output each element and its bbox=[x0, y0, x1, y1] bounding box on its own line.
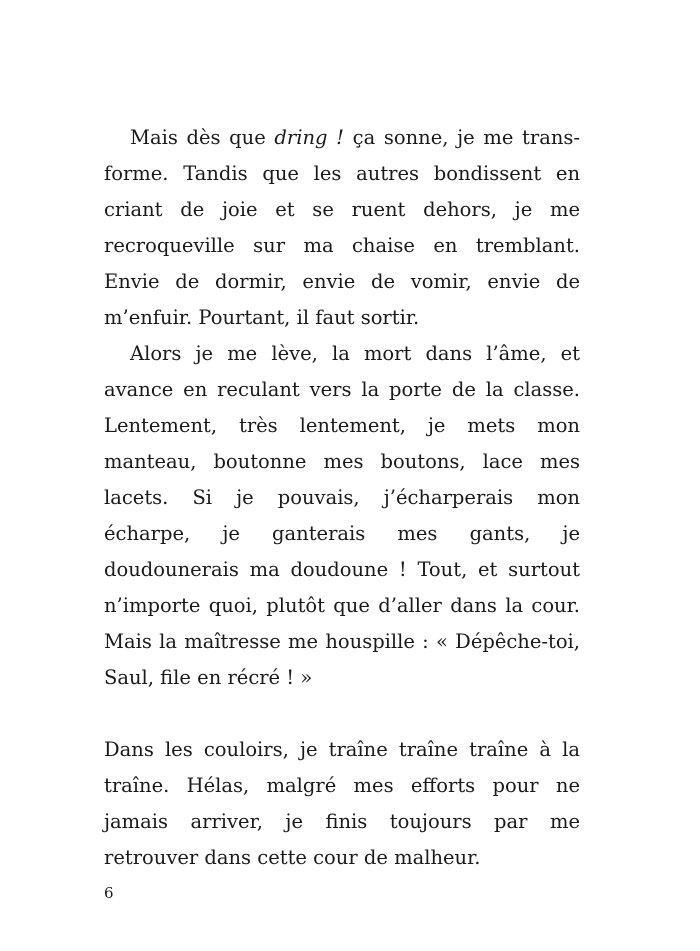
paragraph-3: Dans les couloirs, je traîne traîne traîne à la traîne. Hélas, malgré mes efforts pour ne jamais arriver, je finis toujours par me retrouver dans cette cour de malheur. bbox=[104, 738, 580, 869]
page-number: 6 bbox=[104, 884, 114, 902]
paragraph-2: Alors je me lève, la mort dans l’âme, et avance en reculant vers la porte de la classe. Lentement, très lentement, je mets mon manteau, boutonne mes boutons, lace mes lacets. Si je pouvais, j’écharperais mon écharpe, je ganterais mes gants, je doudounerais ma doudoune ! Tout, et surtout n’importe quoi, plutôt que d’aller dans la cour. Mais la maîtresse me houspille : « Dépêche-toi, Saul, file en récré ! » bbox=[104, 342, 580, 689]
paragraph-1-rest: ça sonne, je me transforme. Tandis que les autres bondissent en criant de joie et se ruent dehors, je me recroqueville sur ma chaise en tremblant. Envie de dormir, envie de vomir, envie de m’enfuir. Pourtant, il faut sortir. bbox=[104, 126, 580, 329]
paragraph-1-start: Mais dès que bbox=[130, 126, 275, 149]
page-body bbox=[104, 120, 580, 876]
paragraph-1 bbox=[104, 120, 580, 336]
paragraph-1-italic-dring: dring ! bbox=[274, 126, 344, 149]
